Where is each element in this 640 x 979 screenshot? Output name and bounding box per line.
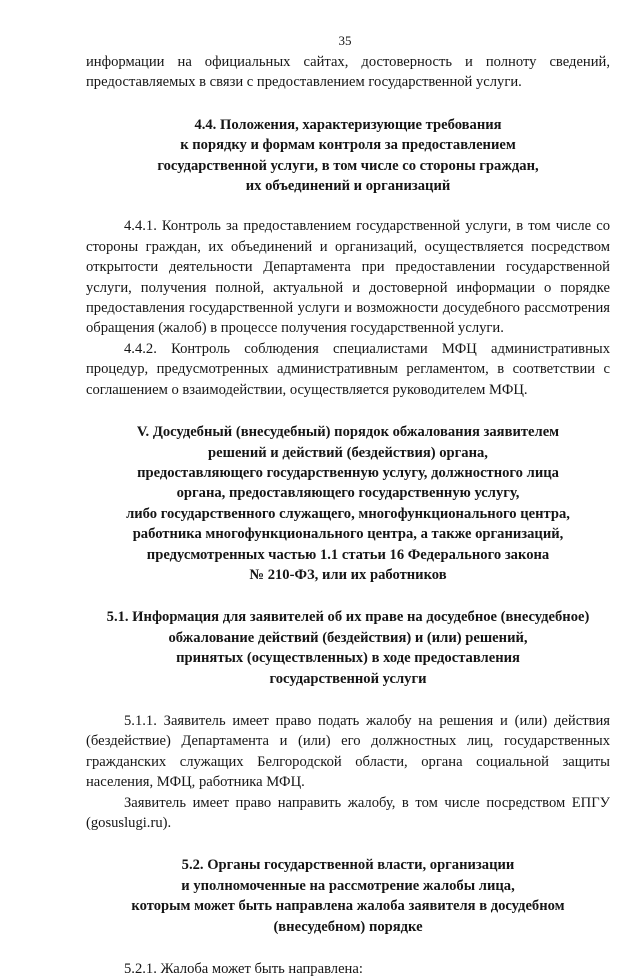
paragraph-5-2-1: 5.2.1. Жалоба может быть направлена:	[124, 961, 363, 978]
document-body	[86, 52, 610, 979]
paragraph-5-1-1-epgu: Заявитель имеет право направить жалобу, в том числе посредством ЕПГУ (gosuslugi.ru).	[86, 794, 610, 831]
heading-line: 4.4. Положения, характеризующие требования	[194, 116, 502, 133]
heading-line: 5.2. Органы государственной власти, организации	[181, 857, 515, 874]
heading-line: решений и действий (бездействия) органа,	[208, 444, 488, 461]
heading-line: государственной услуги	[269, 670, 427, 687]
heading-line: V. Досудебный (внесудебный) порядок обжалования заявителем	[136, 424, 560, 441]
heading-line: к порядку и формам контроля за предоставлением	[180, 137, 516, 154]
heading-line: и уполномоченные на рассмотрение жалобы лица,	[181, 877, 515, 894]
paragraph-5-1-1: 5.1.1. Заявитель имеет право подать жалобу на решения и (или) действия (бездействие) Департамента и (или) его должностных лиц, государственных гражданских служащих Белгородской области, органа социальной защиты населения, МФЦ, работника МФЦ.	[86, 712, 610, 791]
heading-line: (внесудебном) порядке	[273, 918, 423, 935]
paragraph-4-4-1: 4.4.1. Контроль за предоставлением государственной услуги, в том числе со стороны граждан, их объединений и организаций, осуществляется посредством открытости деятельности Департамента при предоставлении государственной услуги, получения полной, актуальной и достоверной информации о порядке предоставления государственной услуги и возможности досудебного рассмотрения обращения (жалоб) в процессе получения государственной услуги.	[86, 218, 610, 337]
heading-line: обжалование действий (бездействия) и (или) решений,	[168, 629, 528, 646]
heading-line: № 210-ФЗ, или их работников	[249, 566, 447, 583]
heading-5-1	[86, 607, 610, 689]
heading-5-2	[86, 855, 610, 937]
page-number: 35	[338, 33, 352, 48]
heading-line: 5.1. Информация для заявителей об их праве на досудебное (внесудебное)	[106, 609, 590, 626]
heading-4-4	[86, 115, 610, 197]
heading-line: органа, предоставляющего государственную услугу,	[176, 485, 520, 502]
heading-line: государственной услуги, в том числе со стороны граждан,	[157, 157, 539, 174]
heading-line: их объединений и организаций	[245, 178, 451, 195]
heading-line: предусмотренных частью 1.1 статьи 16 Федерального закона	[146, 546, 550, 563]
heading-line: принятых (осуществленных) в ходе предоставления	[176, 650, 520, 667]
intro-paragraph: информации на официальных сайтах, достоверность и полноту сведений, предоставляемых в связи с предоставлением государственной услуги.	[86, 54, 610, 91]
heading-line: предоставляющего государственную услугу, должностного лица	[137, 464, 559, 481]
heading-section-5	[86, 422, 610, 585]
heading-line: либо государственного служащего, многофункционального центра,	[126, 505, 570, 522]
heading-line: работника многофункционального центра, а также организаций,	[132, 526, 564, 543]
heading-line: которым может быть направлена жалоба заявителя в досудебном	[131, 898, 565, 915]
paragraph-4-4-2: 4.4.2. Контроль соблюдения специалистами МФЦ административных процедур, предусмотренных административным регламентом, в соответствии с соглашением о взаимодействии, осуществляется руководителем МФЦ.	[86, 340, 610, 398]
